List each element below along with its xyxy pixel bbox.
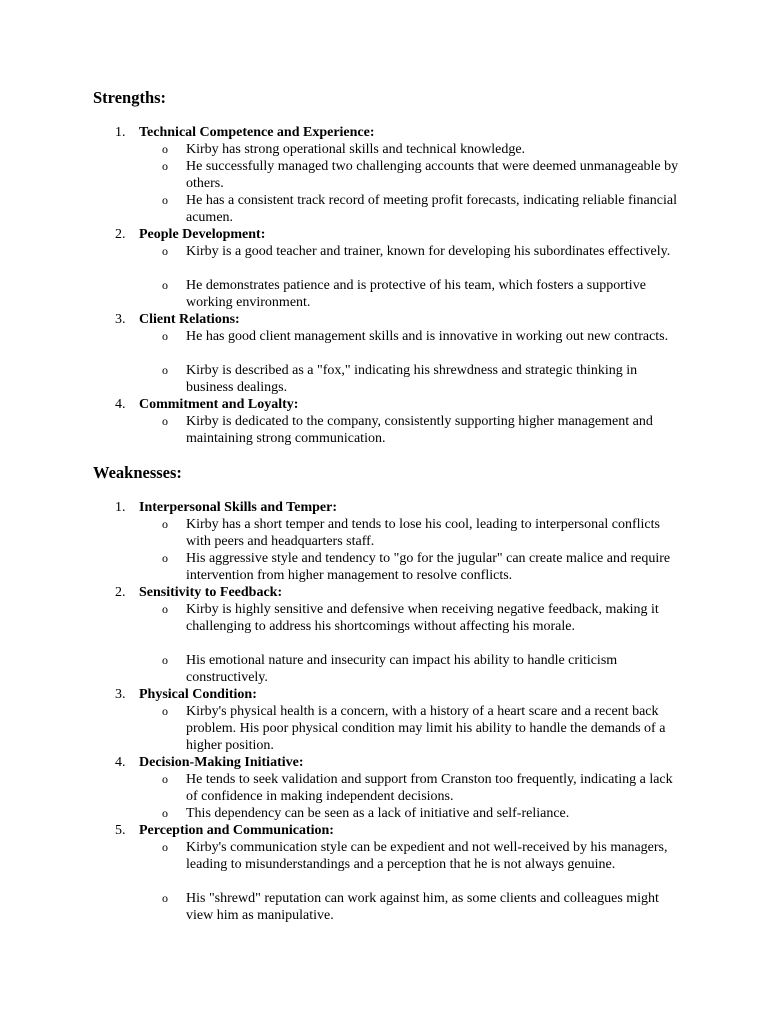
bullet-marker: o xyxy=(162,244,168,258)
bullet-text: Kirby's communication style can be expedient and not well-received by his managers, leading to misunderstandings and a perception that he is not always genuine. xyxy=(186,840,668,872)
item-title: People Development: xyxy=(139,227,266,242)
bullet-text: His aggressive style and tendency to "go for the jugular" can create malice and require intervention from higher management to resolve conflicts. xyxy=(186,551,671,583)
item-title: Client Relations: xyxy=(139,312,240,327)
item-title: Interpersonal Skills and Temper: xyxy=(139,500,337,515)
bullet-marker: o xyxy=(162,653,168,667)
item-title: Physical Condition: xyxy=(139,687,257,702)
bullet-text: His emotional nature and insecurity can impact his ability to handle criticism constructively. xyxy=(186,653,618,685)
item-number: 4. xyxy=(115,397,126,412)
bullet-text: Kirby is dedicated to the company, consistently supporting higher management and maintaining strong communication. xyxy=(186,414,653,446)
item-number: 5. xyxy=(115,823,126,838)
bullet-marker: o xyxy=(162,772,168,786)
bullet-marker: o xyxy=(162,159,168,173)
bullet-marker: o xyxy=(162,806,168,820)
bullet-marker: o xyxy=(162,704,168,718)
bullet-marker: o xyxy=(162,517,168,531)
bullet-text: Kirby is described as a "fox," indicating his shrewdness and strategic thinking in business dealings. xyxy=(186,363,638,395)
bullet-text: This dependency can be seen as a lack of initiative and self-reliance. xyxy=(186,806,570,821)
bullet-marker: o xyxy=(162,329,168,343)
item-title: Commitment and Loyalty: xyxy=(139,397,299,412)
bullet-text: He tends to seek validation and support from Cranston too frequently, indicating a lack of confidence in making independent decisions. xyxy=(186,772,673,804)
bullet-marker: o xyxy=(162,414,168,428)
bullet-text: Kirby has a short temper and tends to lose his cool, leading to interpersonal conflicts with peers and headquarters staff. xyxy=(186,517,660,549)
bullet-marker: o xyxy=(162,363,168,377)
bullet-marker: o xyxy=(162,602,168,616)
bullet-text: He has a consistent track record of meeting profit forecasts, indicating reliable financial acumen. xyxy=(186,193,677,225)
bullet-text: Kirby is highly sensitive and defensive when receiving negative feedback, making it challenging to address his shortcomings without affecting his morale. xyxy=(186,602,659,634)
item-number: 1. xyxy=(115,500,126,515)
bullet-marker: o xyxy=(162,193,168,207)
item-number: 2. xyxy=(115,585,126,600)
item-number: 1. xyxy=(115,125,126,140)
bullet-text: His "shrewd" reputation can work against him, as some clients and colleagues might view him as manipulative. xyxy=(186,891,659,923)
bullet-marker: o xyxy=(162,891,168,905)
item-title: Sensitivity to Feedback: xyxy=(139,585,283,600)
item-number: 4. xyxy=(115,755,126,770)
bullet-marker: o xyxy=(162,142,168,156)
bullet-text: Kirby has strong operational skills and technical knowledge. xyxy=(186,142,526,157)
bullet-text: He demonstrates patience and is protective of his team, which fosters a supportive working environment. xyxy=(186,278,646,310)
strengths-heading: Strengths: xyxy=(93,88,167,107)
bullet-text: He has good client management skills and is innovative in working out new contracts. xyxy=(186,329,669,344)
item-title: Perception and Communication: xyxy=(139,823,334,838)
item-title: Decision-Making Initiative: xyxy=(139,755,304,770)
bullet-marker: o xyxy=(162,551,168,565)
item-title: Technical Competence and Experience: xyxy=(139,125,375,140)
item-number: 3. xyxy=(115,312,126,327)
bullet-text: Kirby is a good teacher and trainer, known for developing his subordinates effectively. xyxy=(186,244,671,259)
bullet-text: Kirby's physical health is a concern, with a history of a heart scare and a recent back problem. His poor physical condition may limit his ability to handle the demands of a higher position. xyxy=(186,704,666,753)
weaknesses-heading: Weaknesses: xyxy=(93,463,182,482)
bullet-marker: o xyxy=(162,278,168,292)
item-number: 3. xyxy=(115,687,126,702)
bullet-marker: o xyxy=(162,840,168,854)
item-number: 2. xyxy=(115,227,126,242)
bullet-text: He successfully managed two challenging accounts that were deemed unmanageable by others. xyxy=(186,159,679,191)
